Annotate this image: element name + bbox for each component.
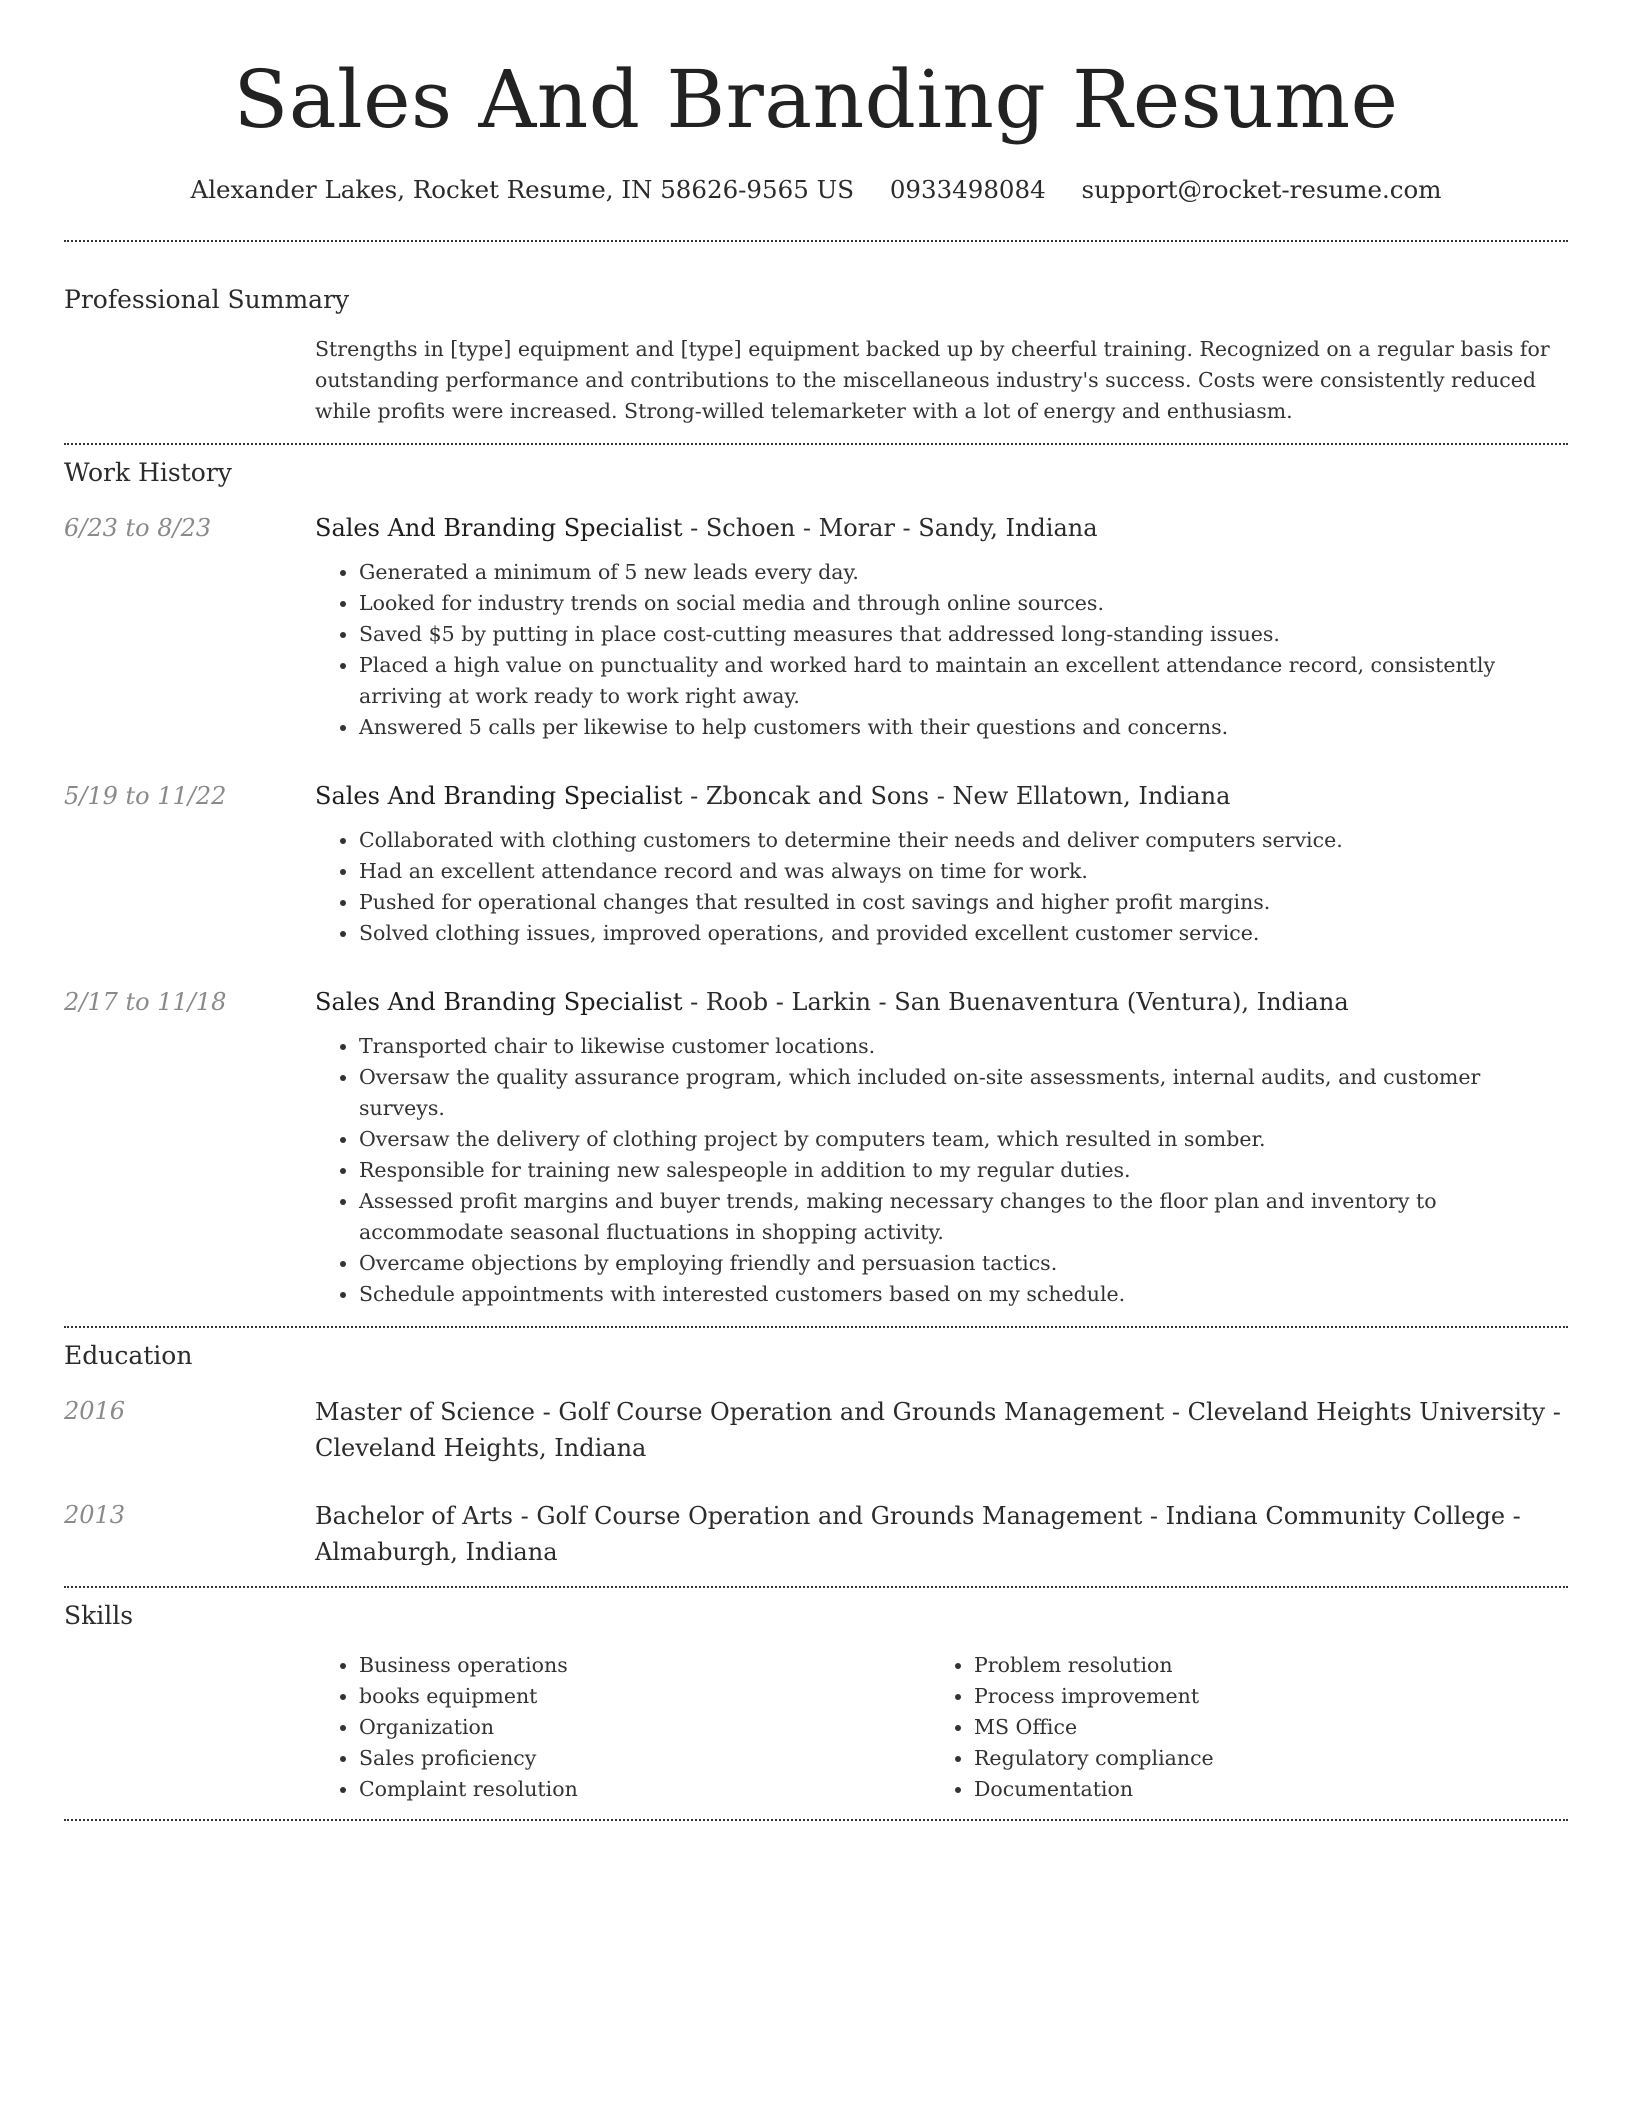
education-year: 2013 (64, 1501, 126, 1529)
list-item: • Solved clothing issues, improved operations, and provided excellent customer service. (359, 918, 1568, 949)
education-school: - Indiana Community College - Almaburgh, Indiana (315, 1502, 1521, 1566)
job-title (315, 985, 1568, 1019)
education-school: - Cleveland Heights University - Cleveland Heights, Indiana (315, 1398, 1561, 1462)
job-position: Sales And Branding Specialist (315, 782, 683, 810)
skill-item: • Organization (359, 1712, 930, 1743)
resume-page (64, 0, 1568, 1821)
list-item: • Assessed profit margins and buyer trends, making necessary changes to the floor plan and inventory to accommodate seasonal fluctuations in shopping activity. (359, 1186, 1568, 1248)
education-entry (64, 1394, 1568, 1466)
section-title-skills: Skills (64, 1601, 134, 1630)
skill-item: • books equipment (359, 1681, 930, 1712)
education-title (315, 1498, 1568, 1570)
divider (64, 1819, 1568, 1821)
list-item: • Collaborated with clothing customers to determine their needs and deliver computers service. (359, 825, 1568, 856)
summary-text: Strengths in [type] equipment and [type] equipment backed up by cheerful training. Recognized on a regular basis for outstanding performance and contributions to the miscellaneous industry's success. Costs were consistently reduced while profits were increased. Strong-willed telemarketer with a lot of energy and enthusiasm. (315, 337, 1550, 423)
list-item: • Generated a minimum of 5 new leads every day. (359, 557, 1568, 588)
section-title-work-history: Work History (64, 458, 232, 487)
skill-item: • Documentation (974, 1774, 1545, 1805)
job-details: - Schoen - Morar - Sandy, Indiana (682, 514, 1098, 542)
skills-grid (315, 1650, 1568, 1805)
skill-item: • Process improvement (974, 1681, 1545, 1712)
education-degree: Master of Science - Golf Course Operation and Grounds Management (315, 1398, 1165, 1426)
list-item: • Oversaw the quality assurance program, which included on-site assessments, internal audits, and customer surveys. (359, 1062, 1568, 1124)
job-title (315, 779, 1568, 813)
divider (64, 443, 1568, 445)
contact-email: support@rocket-resume.com (1081, 175, 1442, 204)
list-item: • Pushed for operational changes that resulted in cost savings and higher profit margins. (359, 887, 1568, 918)
skill-item: • Sales proficiency (359, 1743, 930, 1774)
list-item: • Had an excellent attendance record and was always on time for work. (359, 856, 1568, 887)
job-details: - Roob - Larkin - San Buenaventura (Ventura), Indiana (682, 988, 1349, 1016)
section-title-education: Education (64, 1341, 193, 1370)
education-entry (64, 1498, 1568, 1570)
skill-item: • Regulatory compliance (974, 1743, 1545, 1774)
contact-phone: 0933498084 (889, 175, 1046, 204)
job-date: 5/19 to 11/22 (64, 782, 227, 810)
list-item: • Schedule appointments with interested customers based on my schedule. (359, 1279, 1568, 1310)
job-bullets (315, 825, 1568, 949)
skill-item: • Complaint resolution (359, 1774, 930, 1805)
divider (64, 240, 1568, 242)
education-year: 2016 (64, 1397, 126, 1425)
skill-item: • Business operations (359, 1650, 930, 1681)
skills-column-left (315, 1650, 930, 1805)
job-date: 6/23 to 8/23 (64, 514, 212, 542)
job-date: 2/17 to 11/18 (64, 988, 227, 1016)
list-item: • Responsible for training new salespeople in addition to my regular duties. (359, 1155, 1568, 1186)
job-entry (64, 779, 1568, 949)
job-position: Sales And Branding Specialist (315, 514, 683, 542)
job-entry (64, 511, 1568, 743)
job-entry (64, 985, 1568, 1310)
job-bullets (315, 557, 1568, 743)
education-degree: Bachelor of Arts - Golf Course Operation and Grounds Management (315, 1502, 1143, 1530)
job-details: - Zboncak and Sons - New Ellatown, Indiana (682, 782, 1231, 810)
job-bullets (315, 1031, 1568, 1310)
education-title (315, 1394, 1568, 1466)
skills-column-right (930, 1650, 1545, 1805)
divider (64, 1586, 1568, 1588)
job-position: Sales And Branding Specialist (315, 988, 683, 1016)
contact-address: Alexander Lakes, Rocket Resume, IN 58626-9565 US (190, 175, 855, 204)
list-item: • Saved $5 by putting in place cost-cutting measures that addressed long-standing issues. (359, 619, 1568, 650)
contact-line (64, 174, 1568, 206)
list-item: • Transported chair to likewise customer locations. (359, 1031, 1568, 1062)
resume-title: Sales And Branding Resume (233, 53, 1399, 146)
skill-item: • MS Office (974, 1712, 1545, 1743)
list-item: • Overcame objections by employing friendly and persuasion tactics. (359, 1248, 1568, 1279)
list-item: • Looked for industry trends on social media and through online sources. (359, 588, 1568, 619)
list-item: • Oversaw the delivery of clothing project by computers team, which resulted in somber. (359, 1124, 1568, 1155)
skill-item: • Problem resolution (974, 1650, 1545, 1681)
divider (64, 1326, 1568, 1328)
list-item: • Answered 5 calls per likewise to help customers with their questions and concerns. (359, 712, 1568, 743)
list-item: • Placed a high value on punctuality and worked hard to maintain an excellent attendance record, consistently arriving at work ready to work right away. (359, 650, 1568, 712)
section-title-summary: Professional Summary (64, 285, 350, 314)
job-title (315, 511, 1568, 545)
